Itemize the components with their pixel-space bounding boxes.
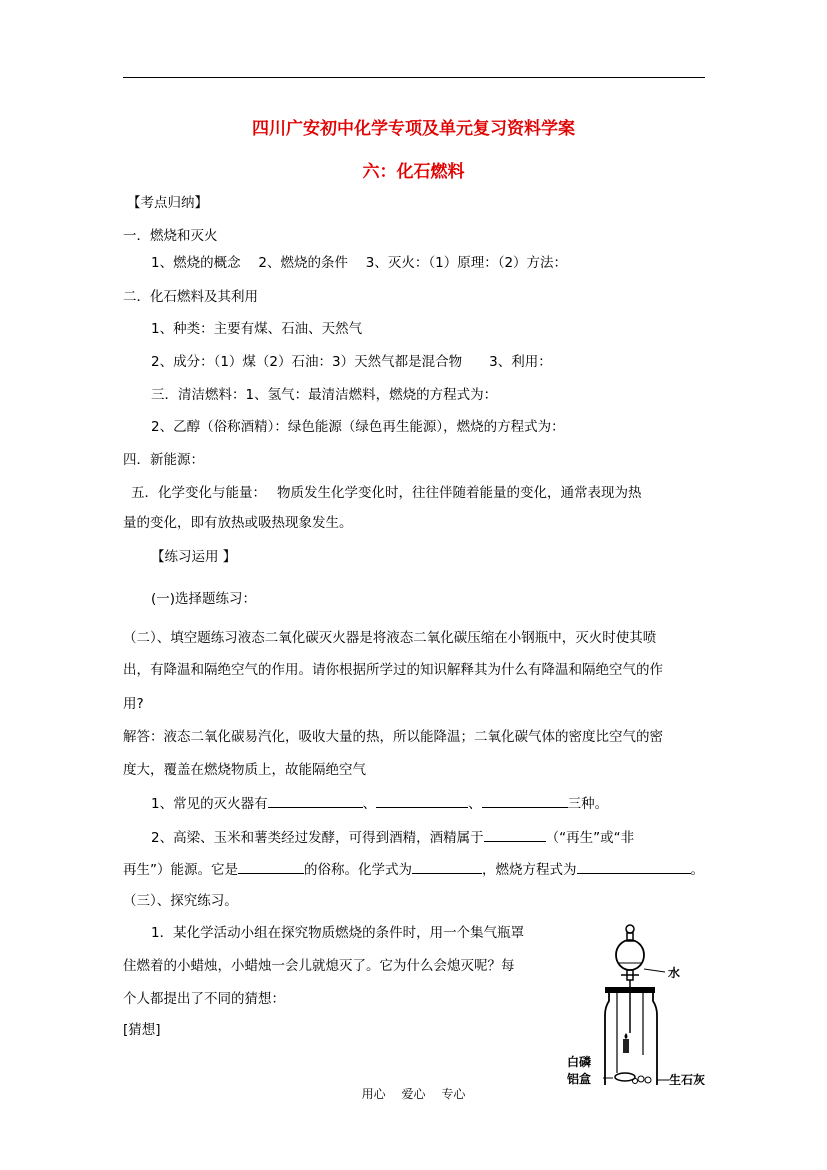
answer-blank[interactable] [376, 793, 468, 808]
heading-choice-questions: (一)选择题练习： [151, 591, 257, 607]
line-fuel-types: 1、种类：主要有煤、石油、天然气 [151, 321, 363, 337]
footer-text-2: 爱心 [401, 1087, 426, 1101]
line-energy-change-1: 五．化学变化与能量： 物质发生化学变化时，往往伴随着能量的变化，通常表现为热 [131, 485, 642, 501]
fill-2-text-b: （“再生”或“非 [545, 830, 635, 846]
water-pointer [644, 969, 665, 972]
fill-question-2-line-2 [123, 859, 704, 879]
label-quicklime: 生石灰 [669, 1073, 705, 1085]
gas-jar [605, 993, 657, 1085]
fill-2-text-e: ，燃烧方程式为 [482, 862, 577, 878]
heading-kaodian: 【考点归纳】 [127, 195, 208, 211]
candle [623, 1039, 629, 1053]
question-2-line-2: 出，有降温和隔绝空气的作用。请你根据所学过的知识解释其为什么有降温和隔绝空气的作 [123, 662, 663, 678]
answer-blank[interactable] [482, 793, 568, 808]
answer-line-2: 度大，覆盖在燃烧物质上，故能隔绝空气 [123, 762, 366, 778]
stopper [605, 987, 655, 993]
fill-2-text-f: 。 [690, 862, 704, 878]
answer-blank[interactable] [484, 827, 546, 842]
fill-1-sep-1: 、 [362, 796, 377, 812]
inquiry-line-1: 1．某化学活动小组在探究物质燃烧的条件时，用一个集气瓶罩 [151, 925, 525, 941]
section-title: 六：化石燃料 [362, 162, 465, 182]
dropping-funnel [616, 925, 644, 1033]
page-title: 四川广安初中化学专项及单元复习资料学案 [252, 119, 575, 139]
fill-1-text: 1、常见的灭火器有 [151, 796, 268, 812]
line-ethanol: 2、乙醇（俗称酒精）：绿色能源（绿色再生能源），燃烧的方程式为： [151, 419, 565, 435]
question-2-line-3: 用? [123, 696, 144, 712]
line-fuel-composition: 2、成分：（1）煤（2）石油：3）天然气都是混合物 3、利用： [151, 354, 552, 370]
heading-inquiry: （三）、探究练习。 [123, 893, 238, 909]
fill-2-text-d: 的俗称。化学式为 [304, 862, 412, 878]
heading-lianxi: 【练习运用 】 [151, 549, 237, 565]
fill-1-end: 三种。 [567, 796, 609, 812]
fill-2-text-c: 再生”）能源。它是 [123, 862, 238, 878]
answer-blank[interactable] [268, 793, 363, 808]
answer-blank[interactable] [412, 859, 482, 874]
footer-text-3: 专心 [441, 1087, 466, 1101]
fill-question-1 [151, 793, 608, 813]
heading-guess: [猜想] [123, 1022, 161, 1038]
inquiry-line-3: 个人都提出了不同的猜想： [123, 991, 285, 1007]
line-energy-change-2: 量的变化，即有放热或吸热现象发生。 [123, 515, 353, 531]
apparatus-figure [565, 915, 705, 1085]
fill-question-2-line-1 [151, 827, 634, 847]
label-white-phosphorus: 白磷 [567, 1055, 592, 1069]
heading-fossil-fuels: 二．化石燃料及其利用 [123, 289, 258, 305]
fill-2-text-a: 2、高梁、玉米和薯类经过发酵，可得到酒精，酒精属于 [151, 830, 484, 846]
question-2-line-1: （二）、填空题练习液态二氧化碳灭火器是将液态二氧化碳压缩在小钢瓶中，灭火时使其喷 [123, 630, 657, 646]
label-water: 水 [668, 966, 681, 980]
footer-text-1: 用心 [361, 1087, 386, 1101]
label-aluminum-box: 铝盒 [567, 1072, 592, 1085]
flame-icon [625, 1033, 628, 1039]
line-clean-fuel-hydrogen: 三．清洁燃料：1、氢气：最清洁燃料，燃烧的方程式为： [151, 387, 498, 403]
answer-line-1: 解答：液态二氧化碳易汽化，吸收大量的热，所以能降温；二氧化碳气体的密度比空气的密 [123, 729, 663, 745]
header-rule [123, 77, 705, 78]
heading-combustion: 一．燃烧和灭火 [123, 228, 218, 244]
aluminum-box [615, 1073, 635, 1081]
inquiry-line-2: 住燃着的小蜡烛，小蜡烛一会儿就熄灭了。它为什么会熄灭呢？每 [123, 958, 515, 974]
answer-blank[interactable] [238, 859, 304, 874]
fill-1-sep-2: 、 [468, 796, 482, 812]
heading-new-energy: 四．新能源： [123, 452, 204, 468]
page-footer [0, 1085, 827, 1102]
line-combustion-items: 1、燃烧的概念 2、燃烧的条件 3、灭火：（1）原理：（2）方法： [151, 255, 568, 271]
answer-blank[interactable] [577, 859, 691, 874]
